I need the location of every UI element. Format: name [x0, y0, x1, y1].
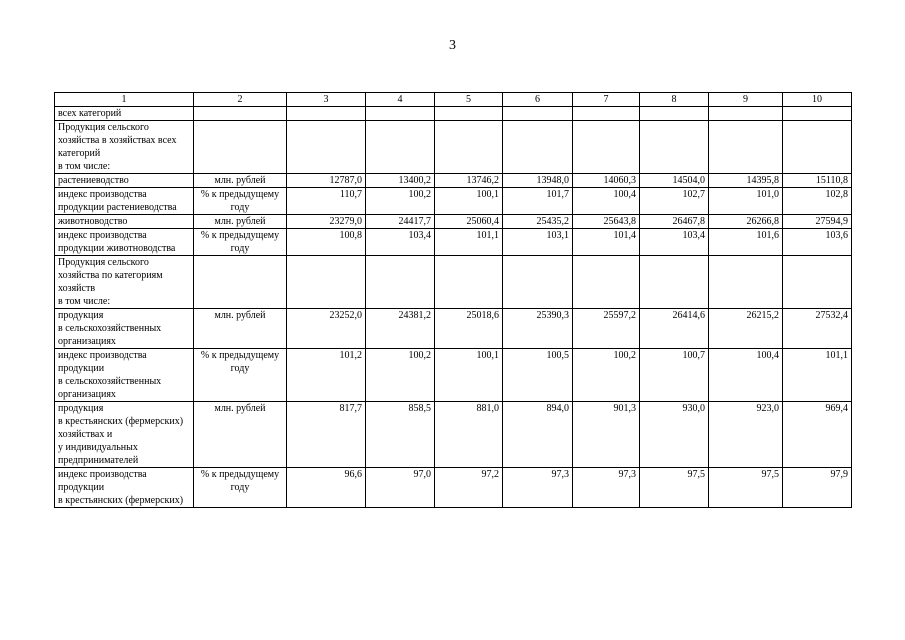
- value-cell: 13948,0: [503, 174, 573, 188]
- value-cell: 103,1: [503, 229, 573, 256]
- column-number: 3: [287, 93, 366, 107]
- row-label: продукция в крестьянских (фермерских) хозяйствах и у индивидуальных предпринимателей: [55, 402, 194, 468]
- value-cell: [366, 121, 435, 174]
- value-cell: 97,9: [783, 468, 852, 508]
- row-label: индекс производства продукции в крестьянских (фермерских): [55, 468, 194, 508]
- value-cell: [287, 107, 366, 121]
- value-cell: [503, 107, 573, 121]
- value-cell: 15110,8: [783, 174, 852, 188]
- unit-cell: % к предыдущему году: [194, 468, 287, 508]
- value-cell: 923,0: [709, 402, 783, 468]
- value-cell: [640, 107, 709, 121]
- value-cell: 27532,4: [783, 309, 852, 349]
- value-cell: [503, 256, 573, 309]
- column-number: 7: [573, 93, 640, 107]
- value-cell: 14060,3: [573, 174, 640, 188]
- value-cell: 894,0: [503, 402, 573, 468]
- value-cell: 103,6: [783, 229, 852, 256]
- value-cell: 97,2: [435, 468, 503, 508]
- unit-cell: млн. рублей: [194, 402, 287, 468]
- value-cell: [783, 121, 852, 174]
- value-cell: [640, 121, 709, 174]
- value-cell: 100,4: [709, 349, 783, 402]
- value-cell: 26467,8: [640, 215, 709, 229]
- unit-cell: [194, 121, 287, 174]
- unit-cell: [194, 256, 287, 309]
- unit-cell: % к предыдущему году: [194, 349, 287, 402]
- value-cell: 12787,0: [287, 174, 366, 188]
- column-number: 9: [709, 93, 783, 107]
- value-cell: [435, 256, 503, 309]
- column-number: 1: [55, 93, 194, 107]
- value-cell: 13400,2: [366, 174, 435, 188]
- value-cell: 23279,0: [287, 215, 366, 229]
- value-cell: 817,7: [287, 402, 366, 468]
- row-label: индекс производства продукции животноводства: [55, 229, 194, 256]
- row-label: всех категорий: [55, 107, 194, 121]
- value-cell: 100,7: [640, 349, 709, 402]
- value-cell: 26266,8: [709, 215, 783, 229]
- table-row: [55, 349, 852, 402]
- table-row: [55, 468, 852, 508]
- table-row: [55, 256, 852, 309]
- unit-cell: млн. рублей: [194, 215, 287, 229]
- column-number: 2: [194, 93, 287, 107]
- value-cell: 100,4: [573, 188, 640, 215]
- row-label: индекс производства продукции растениеводства: [55, 188, 194, 215]
- value-cell: 25435,2: [503, 215, 573, 229]
- value-cell: 97,5: [640, 468, 709, 508]
- table-row: [55, 309, 852, 349]
- value-cell: [640, 256, 709, 309]
- value-cell: 25643,8: [573, 215, 640, 229]
- column-number: 6: [503, 93, 573, 107]
- table-row: [55, 215, 852, 229]
- value-cell: 969,4: [783, 402, 852, 468]
- unit-cell: % к предыдущему году: [194, 229, 287, 256]
- value-cell: 103,4: [366, 229, 435, 256]
- value-cell: 13746,2: [435, 174, 503, 188]
- value-cell: 97,3: [573, 468, 640, 508]
- value-cell: 27594,9: [783, 215, 852, 229]
- value-cell: 102,7: [640, 188, 709, 215]
- value-cell: 101,1: [783, 349, 852, 402]
- value-cell: [573, 107, 640, 121]
- value-cell: 24381,2: [366, 309, 435, 349]
- table-row: [55, 402, 852, 468]
- value-cell: 97,0: [366, 468, 435, 508]
- row-label: Продукция сельского хозяйства в хозяйствах всех категорий в том числе:: [55, 121, 194, 174]
- value-cell: 100,2: [573, 349, 640, 402]
- value-cell: [435, 121, 503, 174]
- row-label: Продукция сельского хозяйства по категориям хозяйств в том числе:: [55, 256, 194, 309]
- value-cell: [783, 256, 852, 309]
- value-cell: 101,4: [573, 229, 640, 256]
- value-cell: 100,2: [366, 188, 435, 215]
- unit-cell: млн. рублей: [194, 174, 287, 188]
- value-cell: 23252,0: [287, 309, 366, 349]
- data-table: [54, 92, 852, 508]
- value-cell: [709, 121, 783, 174]
- unit-cell: млн. рублей: [194, 309, 287, 349]
- value-cell: [287, 256, 366, 309]
- value-cell: 103,4: [640, 229, 709, 256]
- value-cell: [503, 121, 573, 174]
- value-cell: [435, 107, 503, 121]
- table-row: [55, 174, 852, 188]
- value-cell: 96,6: [287, 468, 366, 508]
- value-cell: 25390,3: [503, 309, 573, 349]
- value-cell: 26414,6: [640, 309, 709, 349]
- unit-cell: % к предыдущему году: [194, 188, 287, 215]
- value-cell: 930,0: [640, 402, 709, 468]
- value-cell: 97,5: [709, 468, 783, 508]
- value-cell: [573, 256, 640, 309]
- value-cell: 101,6: [709, 229, 783, 256]
- value-cell: 100,8: [287, 229, 366, 256]
- value-cell: 24417,7: [366, 215, 435, 229]
- value-cell: 100,1: [435, 188, 503, 215]
- value-cell: 901,3: [573, 402, 640, 468]
- row-label: индекс производства продукции в сельскохозяйственных организациях: [55, 349, 194, 402]
- table-row: [55, 121, 852, 174]
- value-cell: 100,2: [366, 349, 435, 402]
- table-row: [55, 188, 852, 215]
- value-cell: [783, 107, 852, 121]
- unit-cell: [194, 107, 287, 121]
- value-cell: 97,3: [503, 468, 573, 508]
- column-number: 8: [640, 93, 709, 107]
- value-cell: 14504,0: [640, 174, 709, 188]
- value-cell: 25597,2: [573, 309, 640, 349]
- value-cell: [573, 121, 640, 174]
- row-label: растениеводство: [55, 174, 194, 188]
- row-label: животноводство: [55, 215, 194, 229]
- table-row: [55, 229, 852, 256]
- value-cell: 102,8: [783, 188, 852, 215]
- row-label: продукция в сельскохозяйственных организациях: [55, 309, 194, 349]
- value-cell: 25060,4: [435, 215, 503, 229]
- value-cell: 100,1: [435, 349, 503, 402]
- value-cell: 101,1: [435, 229, 503, 256]
- value-cell: 101,2: [287, 349, 366, 402]
- value-cell: 101,0: [709, 188, 783, 215]
- value-cell: [366, 256, 435, 309]
- value-cell: [287, 121, 366, 174]
- value-cell: 881,0: [435, 402, 503, 468]
- value-cell: 26215,2: [709, 309, 783, 349]
- value-cell: 25018,6: [435, 309, 503, 349]
- column-number: 4: [366, 93, 435, 107]
- value-cell: [366, 107, 435, 121]
- column-number: 5: [435, 93, 503, 107]
- table-row: [55, 107, 852, 121]
- value-cell: 101,7: [503, 188, 573, 215]
- value-cell: [709, 256, 783, 309]
- value-cell: 14395,8: [709, 174, 783, 188]
- page-number: 3: [449, 38, 456, 53]
- value-cell: 100,5: [503, 349, 573, 402]
- table-header-row: [55, 93, 852, 107]
- value-cell: 110,7: [287, 188, 366, 215]
- value-cell: [709, 107, 783, 121]
- column-number: 10: [783, 93, 852, 107]
- value-cell: 858,5: [366, 402, 435, 468]
